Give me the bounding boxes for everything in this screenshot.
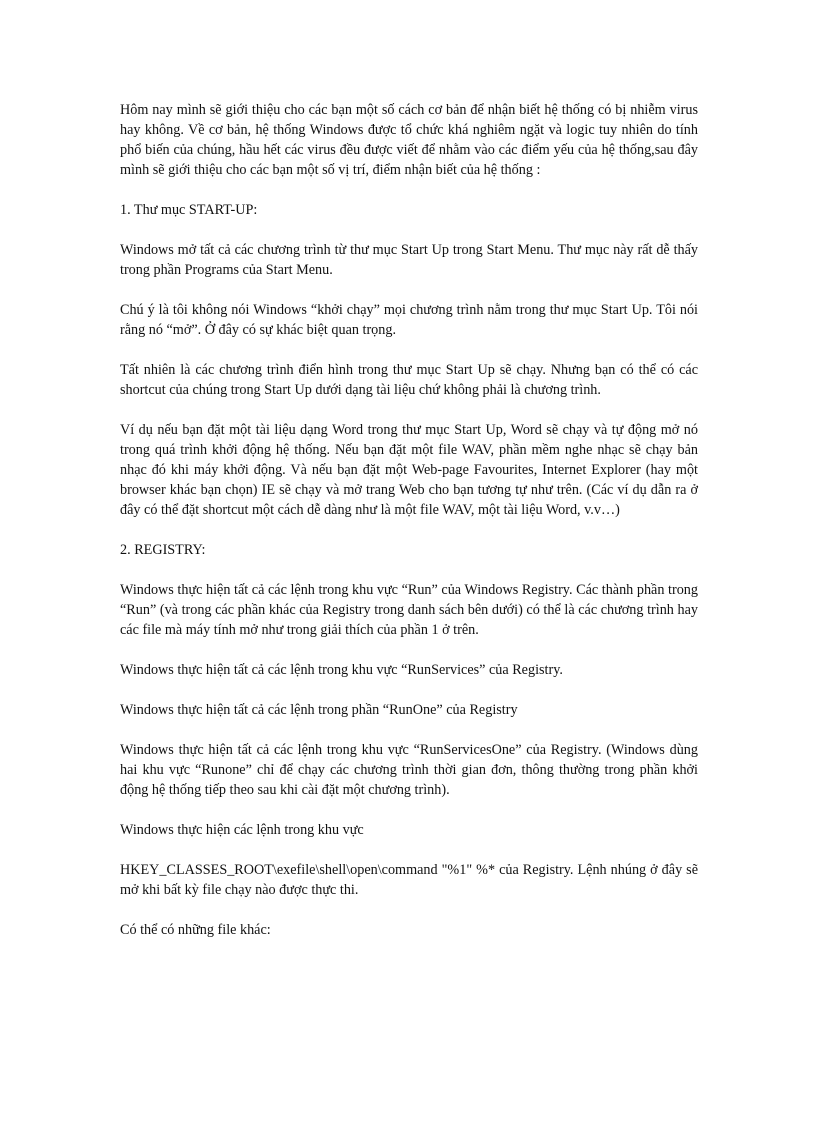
- paragraph: Windows thực hiện tất cả các lệnh trong khu vực “Run” của Windows Registry. Các thành phần trong “Run” (và trong các phần khác của Registry trong danh sách bên dưới) có thể là các chương trình hay các file mà máy tính mở như trong giải thích của phần 1 ở trên.: [120, 582, 698, 638]
- paragraph: Ví dụ nếu bạn đặt một tài liệu dạng Word trong thư mục Start Up, Word sẽ chạy và tự động mở nó trong quá trình khởi động hệ thống. Nếu bạn đặt một file WAV, phần mềm nghe nhạc sẽ chạy bản nhạc đó khi máy khởi động. Và nếu bạn đặt một Web-page Favourites, Internet Explorer (hay một browser khác bạn chọn) IE sẽ chạy và mở trang Web cho bạn tương tự như trên. (Các ví dụ dẫn ra ở đây có thể đặt shortcut một cách dễ dàng như là một file WAV, một tài liệu Word, v.v…): [120, 422, 698, 518]
- paragraph: HKEY_CLASSES_ROOT\exefile\shell\open\command "%1" %* của Registry. Lệnh nhúng ở đây sẽ mở khi bất kỳ file chạy nào được thực thi.: [120, 862, 698, 898]
- paragraph: Chú ý là tôi không nói Windows “khởi chạy” mọi chương trình nằm trong thư mục Start Up. Tôi nói rằng nó “mở”. Ở đây có sự khác biệt quan trọng.: [120, 302, 698, 338]
- paragraph: Tất nhiên là các chương trình điển hình trong thư mục Start Up sẽ chạy. Nhưng bạn có thể có các shortcut của chúng trong Start Up dưới dạng tài liệu chứ không phải là chương trình.: [120, 362, 698, 398]
- paragraph: Có thể có những file khác:: [120, 922, 271, 938]
- paragraph: Windows mở tất cả các chương trình từ thư mục Start Up trong Start Menu. Thư mục này rất dễ thấy trong phần Programs của Start Menu.: [120, 242, 698, 278]
- paragraph: Windows thực hiện tất cả các lệnh trong khu vực “RunServices” của Registry.: [120, 662, 563, 678]
- section-heading-registry: 2. REGISTRY:: [120, 542, 206, 558]
- paragraph: Windows thực hiện các lệnh trong khu vực: [120, 822, 364, 838]
- section-heading-startup: 1. Thư mục START-UP:: [120, 202, 258, 218]
- paragraph: Windows thực hiện tất cả các lệnh trong khu vực “RunServicesOne” của Registry. (Windows dùng hai khu vực “Runone” chỉ để chạy các chương trình thời gian đơn, thông thường trong phần khởi động hệ thống tiếp theo sau khi cài đặt một chương trình).: [120, 742, 698, 798]
- document-body: [120, 100, 698, 940]
- paragraph: Windows thực hiện tất cả các lệnh trong phần “RunOne” của Registry: [120, 702, 518, 718]
- intro-paragraph: Hôm nay mình sẽ giới thiệu cho các bạn một số cách cơ bản để nhận biết hệ thống có bị nhiễm virus hay không. Về cơ bản, hệ thống Windows được tổ chức khá nghiêm ngặt và logic tuy nhiên do tính phổ biến của chúng, hầu hết các virus đều được viết để nhằm vào các điểm yếu của hệ thống,sau đây mình sẽ giới thiệu cho các bạn một số vị trí, điểm nhận biết của hệ thống :: [120, 102, 698, 178]
